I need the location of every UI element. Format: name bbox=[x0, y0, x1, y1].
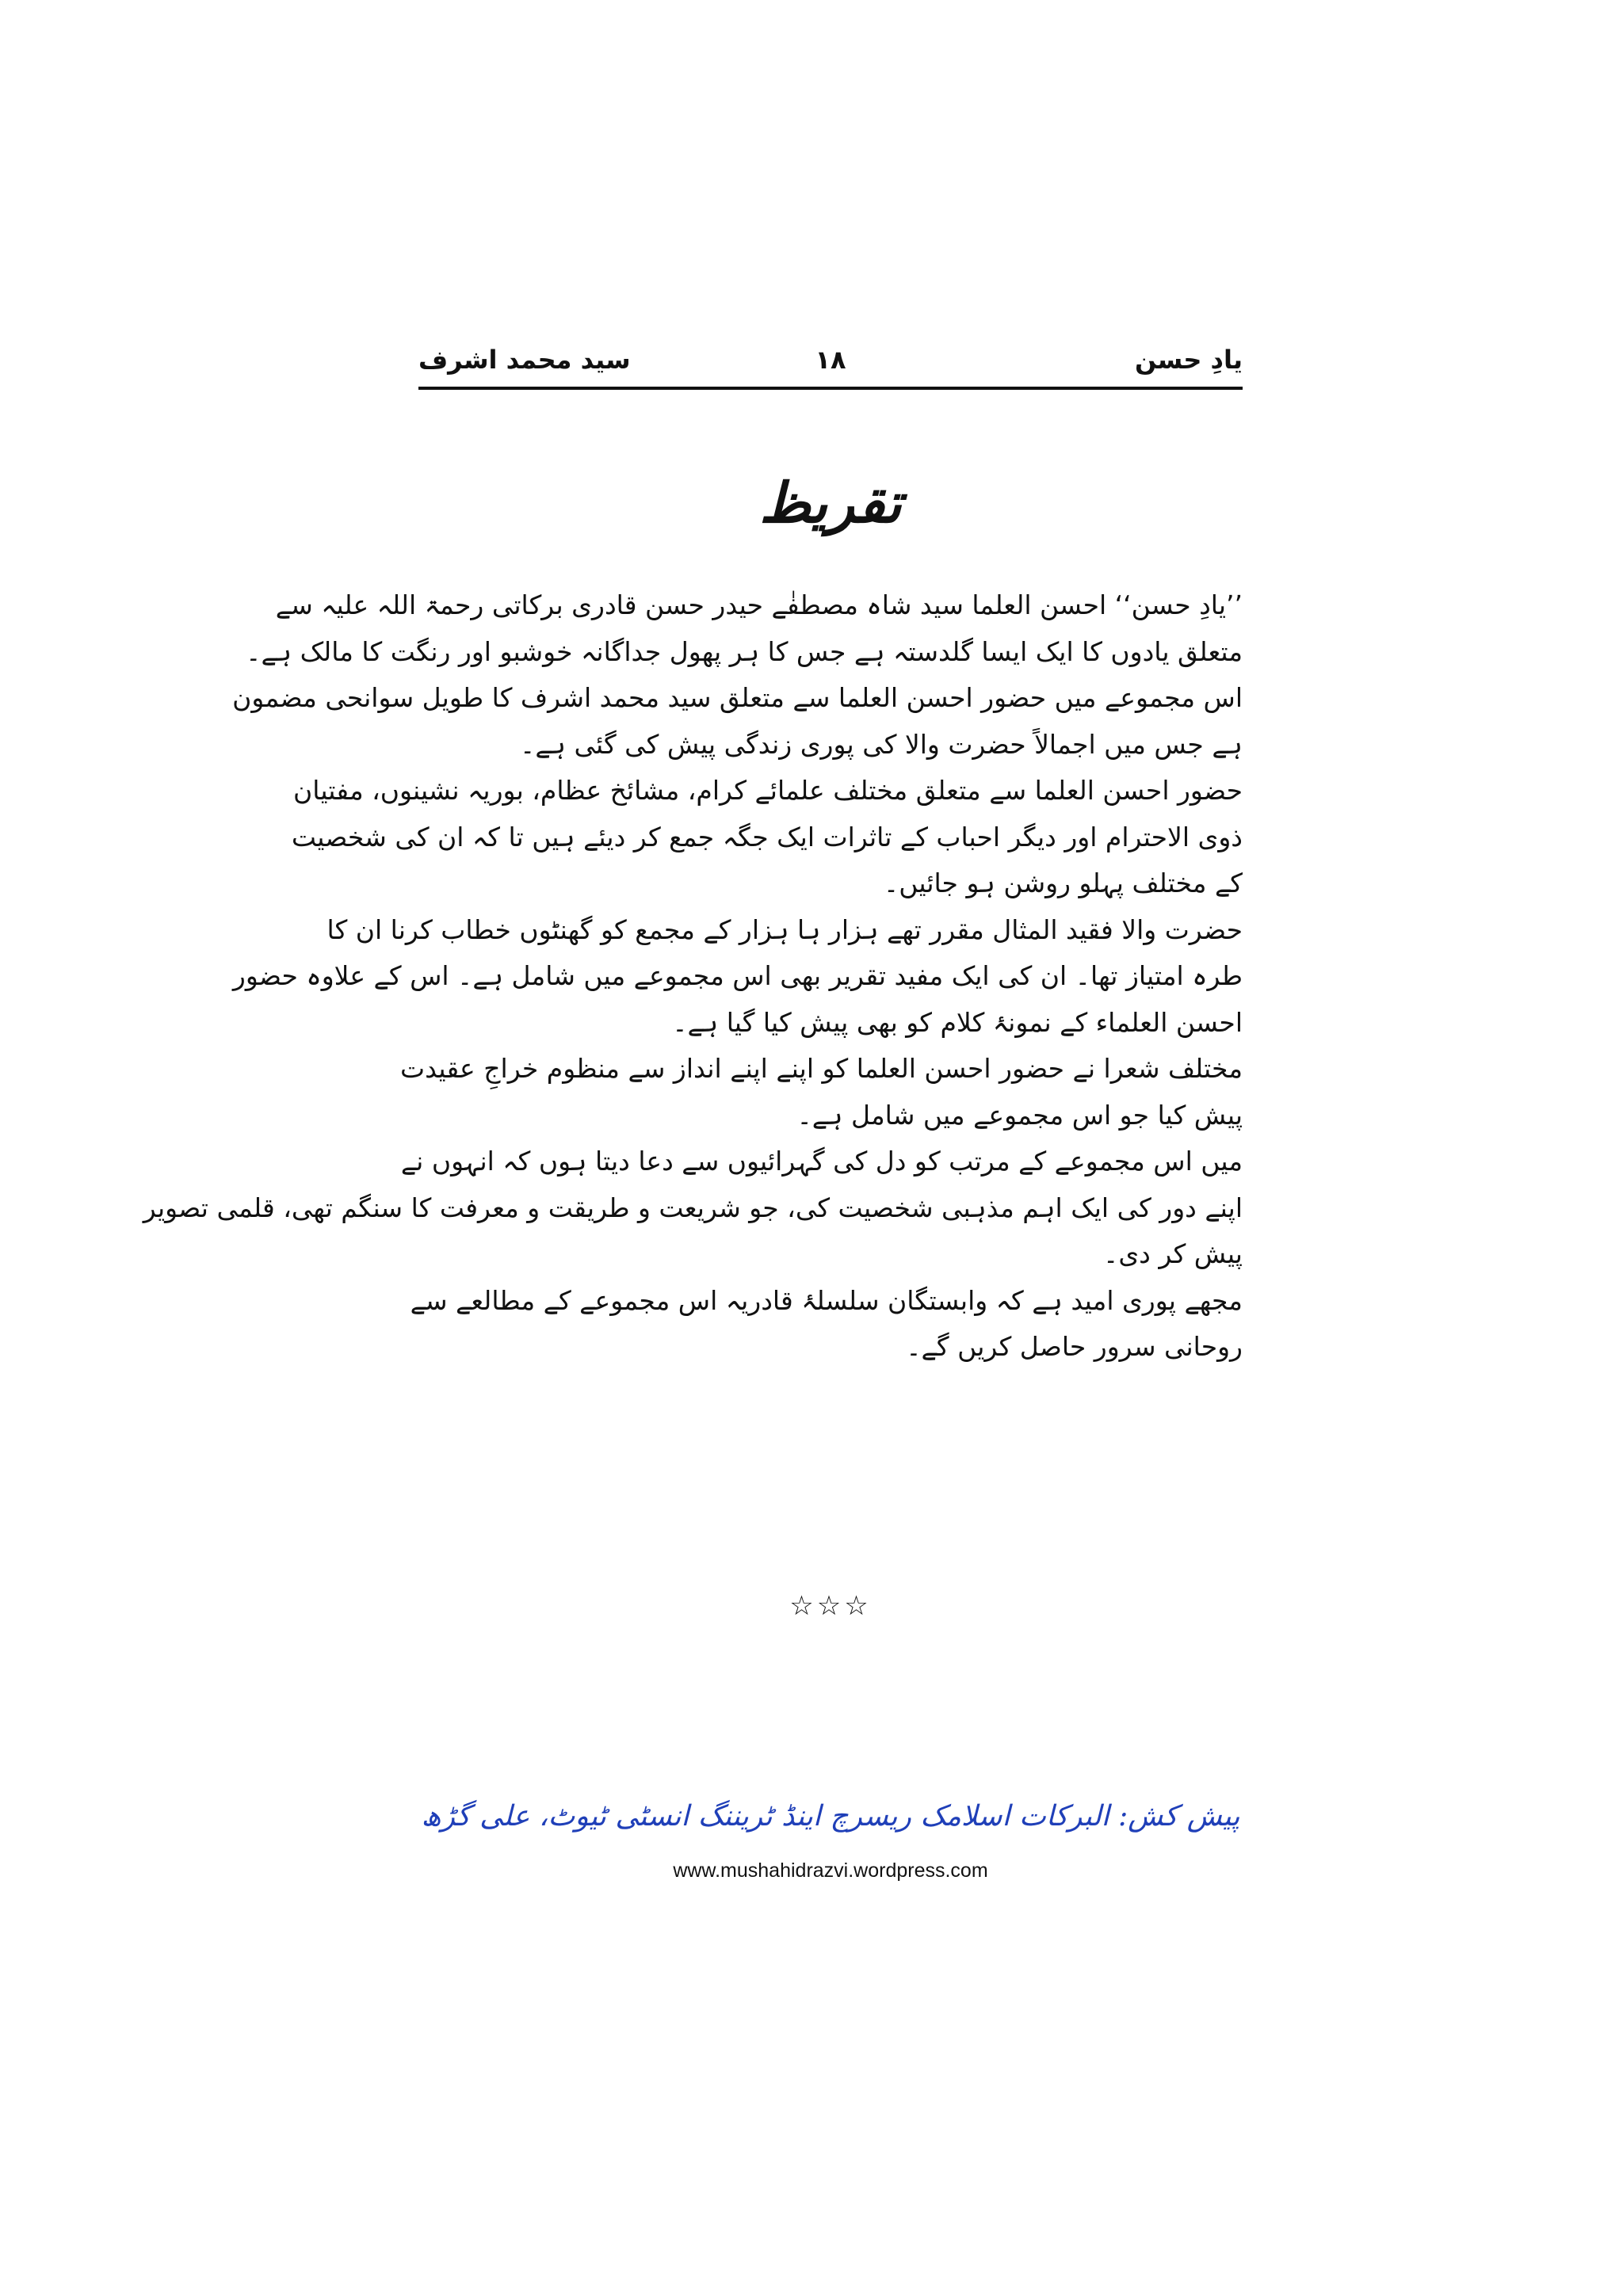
text-line: کے مختلف پہلو روشن ہو جائیں۔ bbox=[883, 868, 1243, 898]
text-line: حضور احسن العلما سے متعلق مختلف علمائے کرام، مشائخ عظام، بوریہ نشینوں، مفتیان bbox=[293, 775, 1243, 806]
section-separator: ☆☆☆ bbox=[789, 1590, 872, 1622]
paragraph bbox=[291, 768, 1243, 907]
text-line: ذوی الاحترام اور دیگر احباب کے تاثرات ایک جگہ جمع کر دیئے ہیں تا کہ ان کی شخصیت bbox=[291, 821, 1243, 852]
paragraph bbox=[400, 1046, 1243, 1138]
header-author: سید محمد اشرف bbox=[418, 345, 631, 375]
text-line: مجھے پوری امید ہے کہ وابستگان سلسلۂ قادریہ اس مجموعے کے مطالعے سے bbox=[410, 1284, 1243, 1316]
footer-presenter: پیش کش: البرکات اسلامک ریسرچ اینڈ ٹریننگ انسٹی ٹیوٹ، علی گڑھ bbox=[421, 1800, 1240, 1833]
text-line: میں اس مجموعے کے مرتب کو دل کی گہرائیوں سے دعا دیتا ہوں کہ انہوں نے bbox=[400, 1146, 1243, 1177]
page-title: تقریظ bbox=[759, 470, 902, 536]
text-line: ہے جس میں اجمالاً حضرت والا کی پوری زندگی پیش کی گئی ہے۔ bbox=[520, 728, 1243, 760]
header-page-number: ۱۸ bbox=[815, 345, 846, 375]
paragraph bbox=[232, 907, 1243, 1047]
text-line: ’’یادِ حسن‘‘ احسن العلما سید شاہ مصطفٰے حیدر حسن قادری برکاتی رحمۃ اللہ علیہ سے bbox=[275, 589, 1243, 620]
running-header bbox=[418, 331, 1243, 390]
paragraph bbox=[232, 675, 1243, 768]
text-line: اس مجموعے میں حضور احسن العلما سے متعلق سید محمد اشرف کا طویل سوانحی مضمون bbox=[232, 682, 1243, 713]
text-line: احسن العلماء کے نمونۂ کلام کو بھی پیش کیا گیا ہے۔ bbox=[672, 1006, 1243, 1038]
text-line: پیش کیا جو اس مجموعے میں شامل ہے۔ bbox=[796, 1099, 1243, 1131]
text-line: متعلق یادوں کا ایک ایسا گلدستہ ہے جس کا ہر پھول جداگانہ خوشبو اور رنگت کا مالک ہے۔ bbox=[246, 635, 1243, 667]
text-line: حضرت والا فقید المثال مقرر تھے ہزار ہا ہزار کے مجمع کو گھنٹوں خطاب کرنا ان کا bbox=[327, 913, 1243, 945]
text-line: طرہ امتیاز تھا۔ ان کی ایک مفید تقریر بھی اس مجموعے میں شامل ہے۔ اس کے علاوہ حضور bbox=[232, 960, 1243, 991]
text-line: مختلف شعرا نے حضور احسن العلما کو اپنے اپنے انداز سے منظوم خراجِ عقیدت bbox=[400, 1053, 1243, 1084]
text-line: پیش کر دی۔ bbox=[1103, 1238, 1243, 1269]
body-text bbox=[143, 582, 1243, 1371]
text-line: روحانی سرور حاصل کریں گے۔ bbox=[906, 1331, 1243, 1362]
text-line: اپنے دور کی ایک اہم مذہبی شخصیت کی، جو شریعت و طریقت و معرفت کا سنگم تھی، قلمی تصویر bbox=[143, 1192, 1243, 1223]
paragraph bbox=[143, 1138, 1243, 1278]
paragraph bbox=[410, 1278, 1243, 1371]
paragraph bbox=[246, 582, 1243, 675]
header-book-title: یادِ حسن bbox=[1134, 345, 1243, 375]
footer-url[interactable]: www.mushahidrazvi.wordpress.com bbox=[673, 1859, 988, 1882]
